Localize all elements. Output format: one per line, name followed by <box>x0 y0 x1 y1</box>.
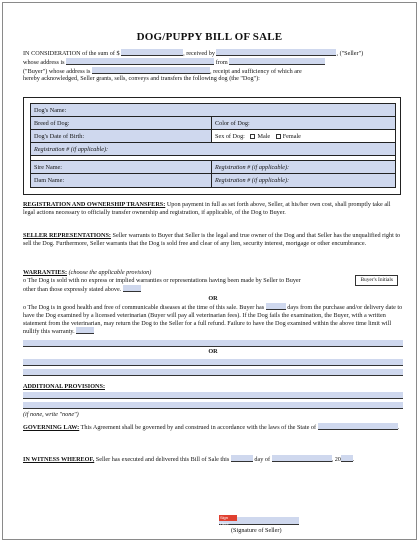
initials-field-2[interactable] <box>76 327 94 334</box>
document-page <box>2 2 417 540</box>
sex-field: Sex of Dog: Male Female <box>211 130 395 142</box>
signature-label: (Signature of Seller) <box>231 527 282 534</box>
day-field[interactable] <box>231 455 253 462</box>
provisions-note: (if none, write "none") <box>23 411 79 418</box>
provisions-line-2[interactable] <box>23 402 403 409</box>
document-title: DOG/PUPPY BILL OF SALE <box>136 31 283 43</box>
warranty-or: OR <box>208 295 218 302</box>
warranty-option-2: o The Dog is in good health and free of communicable diseases at the time of this sale. Buyer has days from the purchase and/or delivery date to have the Dog examined by a licensed veterinarian (Buyer will pay all veterinarian fees). If the Dog fails the examination, the Buyer, with a written statement from the veterinarian, may return the Dog to the Seller for a full refund. Failure to have the Dog examined within the above time limit will nullify this warranty. <box>23 304 403 336</box>
dog-name-field[interactable]: Dog's Name: <box>31 104 395 116</box>
seller-address-field[interactable] <box>66 58 214 65</box>
or-divider: OR <box>208 348 218 355</box>
price-field[interactable] <box>121 49 183 56</box>
warranty-option-1: o The Dog is sold with no express or implied warranties or representations having been made by Seller to Buyer other than those expressly stated above. <box>23 277 301 293</box>
month-field[interactable] <box>272 455 332 462</box>
dog-info-table <box>23 97 401 195</box>
warranty-line-1[interactable] <box>23 340 403 347</box>
warranty-line-2[interactable] <box>23 359 403 366</box>
initials-field-1[interactable] <box>123 285 141 292</box>
male-checkbox[interactable] <box>250 134 255 139</box>
governing-law-section: GOVERNING LAW: This Agreement shall be governed by and construed in accordance with the laws of the State of . <box>23 424 400 431</box>
state-field[interactable] <box>318 423 398 430</box>
witness-section: IN WITNESS WHEREOF, Seller has executed and delivered this Bill of Sale this day of , 20 . <box>23 456 355 463</box>
sire-registration-field[interactable]: Registration # (if applicable): <box>211 161 395 173</box>
dob-field[interactable]: Dog's Date of Birth: <box>31 130 211 142</box>
buyer-name-field[interactable] <box>229 58 325 65</box>
warranty-line-3[interactable] <box>23 369 403 376</box>
female-checkbox[interactable] <box>276 134 281 139</box>
dam-registration-field[interactable]: Registration # (if applicable): <box>211 174 395 187</box>
dam-field[interactable]: Dam Name: <box>31 174 211 187</box>
color-field[interactable]: Color of Dog: <box>211 117 395 129</box>
additional-provisions-heading: ADDITIONAL PROVISIONS: <box>23 383 105 390</box>
year-field[interactable] <box>341 455 353 462</box>
intro-paragraph: IN CONSIDERATION of the sum of $ , received by , ("Seller") whose address is from ("Buyer") whose address is , receipt and sufficiency of which are hereby acknowledged, Seller grants, sells, conveys and transfers the following dog (the "Dog"): <box>23 50 364 83</box>
seller-representations-section: SELLER REPRESENTATIONS: Seller warrants to Buyer that Seller is the legal and true owner of the Dog and that Seller has the unqualified right to sell the Dog. Furthermore, Seller warrants that the Dog is sold free and clear of any lien, security interest, mortgage or other encumbrance. <box>23 232 401 247</box>
registration-field[interactable]: Registration # (if applicable): <box>31 143 395 155</box>
sign-here-tag: Sign Here <box>219 515 237 521</box>
sire-field[interactable]: Sire Name: <box>31 161 211 173</box>
breed-field[interactable]: Breed of Dog: <box>31 117 211 129</box>
buyers-initials-box: Buyer's Initials <box>355 275 398 286</box>
warranties-heading: WARRANTIES: (choose the applicable provision) <box>23 269 152 276</box>
days-field[interactable] <box>266 303 286 310</box>
provisions-line-1[interactable] <box>23 392 403 399</box>
seller-name-field[interactable] <box>216 49 336 56</box>
registration-transfers-section: REGISTRATION AND OWNERSHIP TRANSFERS: Upon payment in full as set forth above, Seller, at his/her own cost, shall promptly take all legal actions necessary to officially transfer ownership and registration, if applicable, of the Dog to Buyer. <box>23 201 391 216</box>
buyer-address-field[interactable] <box>92 67 210 74</box>
